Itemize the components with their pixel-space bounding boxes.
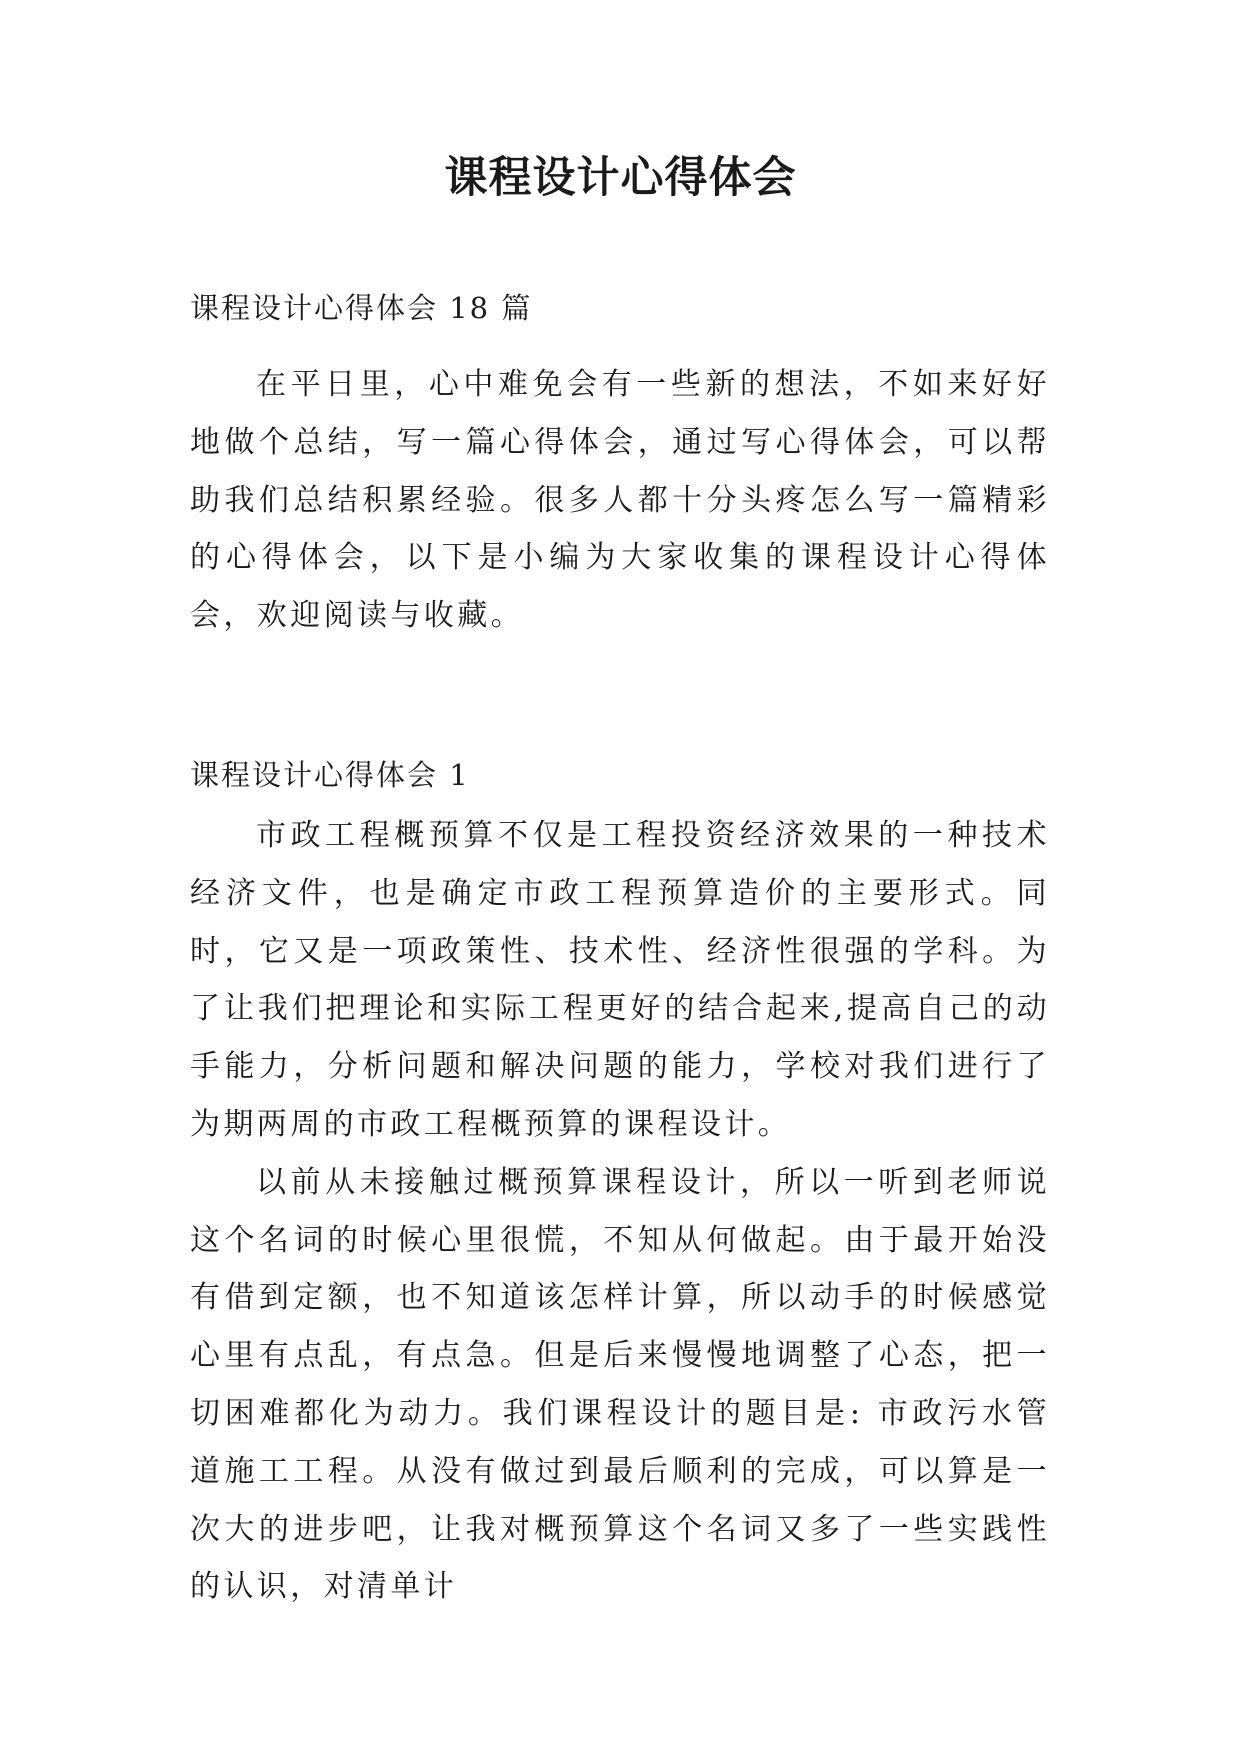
body-paragraph: 市政工程概预算不仅是工程投资经济效果的一种技术经济文件，也是确定市政工程预算造价的主要形式。同时，它又是一项政策性、技术性、经济性很强的学科。为了让我们把理论和实际工程更好的结合起来,提高自己的动手能力，分析问题和解决问题的能力，学校对我们进行了为期两周的市政工程概预算的课程设计。: [190, 818, 1050, 1142]
intro-paragraph: 在平日里，心中难免会有一些新的想法，不如来好好地做个总结，写一篇心得体会，通过写心得体会，可以帮助我们总结积累经验。很多人都十分头疼怎么写一篇精彩的心得体会，以下是小编为大家收集的课程设计心得体会，欢迎阅读与收藏。: [190, 367, 1050, 634]
section-heading: 课程设计心得体会 1: [190, 758, 470, 792]
body-paragraph: 以前从未接触过概预算课程设计，所以一听到老师说这个名词的时候心里很慌，不知从何做起。由于最开始没有借到定额，也不知道该怎样计算，所以动手的时候感觉心里有点乱，有点急。但是后来慢慢地调整了心态，把一切困难都化为动力。我们课程设计的题目是: 市政污水管道施工工程。从没有做过到最后顺利的完成，可以算是一次大的进步吧，让我对概预算这个名词又多了一些实践性的认识，对清单计: [190, 1164, 1050, 1605]
intro-block: [190, 356, 1050, 645]
document-subtitle: 课程设计心得体会 18 篇: [190, 291, 533, 325]
section-body: [190, 807, 1050, 1616]
document-title: 课程设计心得体会: [444, 153, 797, 203]
